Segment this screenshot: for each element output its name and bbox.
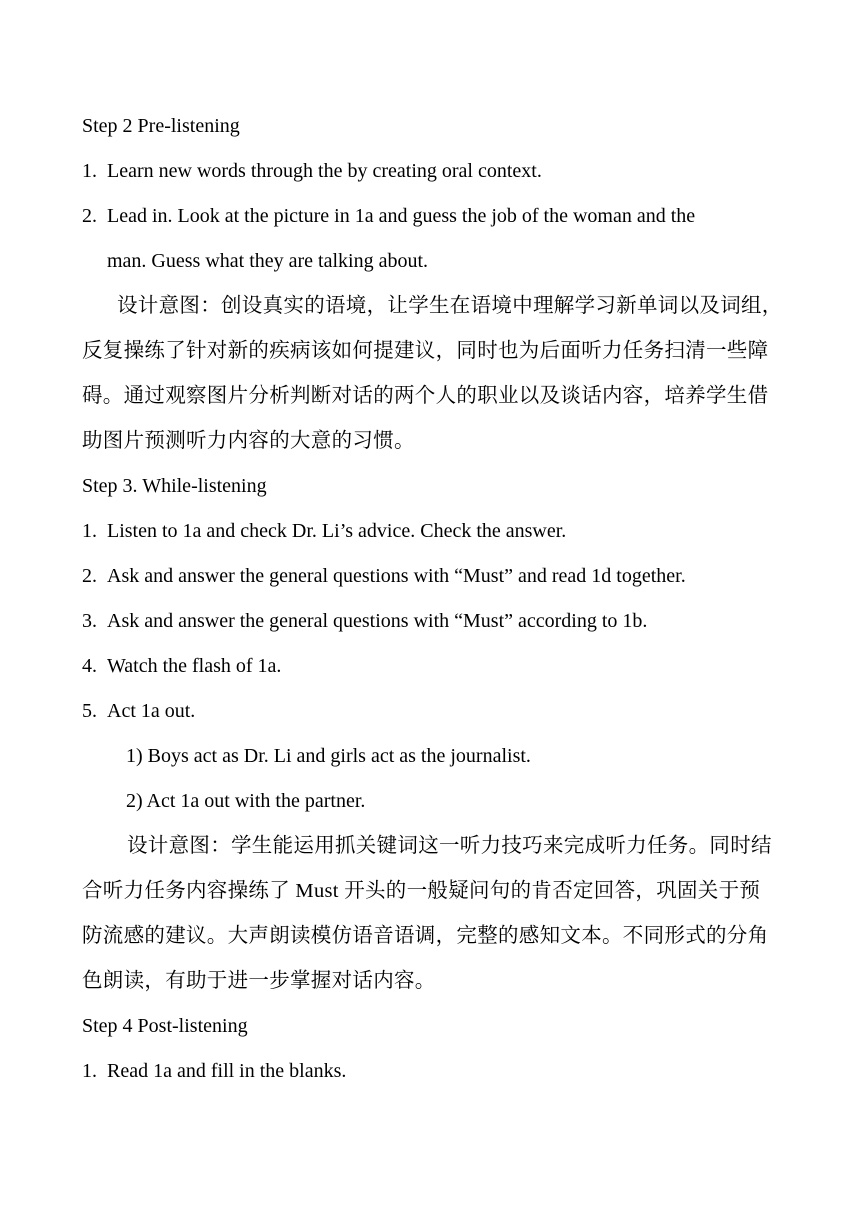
step2-item-2-continuation: man. Guess what they are talking about. [107, 250, 429, 272]
item-text: Listen to 1a and check Dr. Li’s advice. Check the answer. [107, 520, 567, 542]
item-text: Watch the flash of 1a. [107, 655, 282, 677]
item-number: 2. [82, 205, 97, 227]
item-text: Act 1a out. [107, 700, 196, 722]
step3-item-4 [82, 652, 281, 680]
item-text: Ask and answer the general questions with “Must” according to 1b. [107, 610, 648, 632]
step3-subitem-2: 2) Act 1a out with the partner. [126, 790, 366, 812]
step3-design-line-3: 防流感的建议。大声朗读模仿语音语调，完整的感知文本。不同形式的分角 [82, 925, 769, 947]
step3-design-line-4: 色朗读，有助于进一步掌握对话内容。 [82, 970, 436, 992]
step3-item-1 [82, 517, 566, 545]
step3-heading: Step 3. While-listening [82, 475, 267, 497]
item-number: 4. [82, 655, 97, 677]
step2-heading: Step 2 Pre-listening [82, 115, 240, 137]
item-text: Learn new words through the by creating oral context. [107, 160, 542, 182]
item-text: Ask and answer the general questions with “Must” and read 1d together. [107, 565, 686, 587]
step3-item-3 [82, 607, 647, 635]
step4-item-1 [82, 1057, 346, 1085]
item-number: 5. [82, 700, 97, 722]
step2-item-2 [82, 202, 695, 230]
step2-item-1 [82, 157, 542, 185]
step2-design-line-2: 反复操练了针对新的疾病该如何提建议，同时也为后面听力任务扫清一些障 [82, 340, 769, 362]
step3-subitem-1: 1) Boys act as Dr. Li and girls act as the journalist. [126, 745, 531, 767]
step2-design-line-1: 设计意图：创设真实的语境，让学生在语境中理解学习新单词以及词组， [117, 295, 783, 317]
item-text: Lead in. Look at the picture in 1a and guess the job of the woman and the [107, 205, 696, 227]
step2-design-line-3: 碍。通过观察图片分析判断对话的两个人的职业以及谈话内容，培养学生借 [82, 385, 769, 407]
item-number: 1. [82, 1060, 97, 1082]
step2-design-line-4: 助图片预测听力内容的大意的习惯。 [82, 430, 415, 452]
item-number: 2. [82, 565, 97, 587]
step3-item-2 [82, 562, 686, 590]
item-number: 1. [82, 520, 97, 542]
step3-item-5 [82, 697, 195, 725]
step3-design-line-1: 设计意图：学生能运用抓关键词这一听力技巧来完成听力任务。同时结 [127, 835, 772, 857]
step4-heading: Step 4 Post-listening [82, 1015, 248, 1037]
item-number: 3. [82, 610, 97, 632]
item-number: 1. [82, 160, 97, 182]
item-text: Read 1a and fill in the blanks. [107, 1060, 347, 1082]
step3-design-line-2: 合听力任务内容操练了 Must 开头的一般疑问句的肯否定回答，巩固关于预 [82, 880, 761, 902]
